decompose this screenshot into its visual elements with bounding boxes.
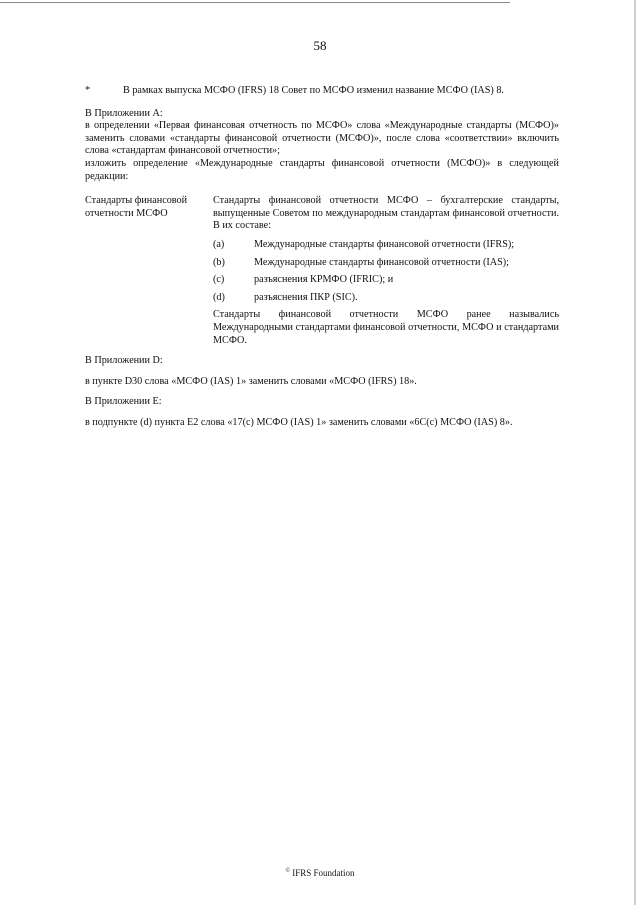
copyright-notice [0,868,640,878]
definition-item [213,239,559,252]
definition-item-text: разъяснения ПКР (SIC). [254,291,358,303]
footnote-text: В рамках выпуска МСФО (IFRS) 18 Совет по МСФО изменил название МСФО (IAS) 8. [123,85,504,96]
footnote [85,85,559,98]
appendix-a-heading: В Приложении А: [85,107,163,119]
appendix-e-heading: В Приложении Е: [85,396,162,408]
appendix-d-text: в пункте D30 слова «МСФО (IAS) 1» заменить словами «МСФО (IFRS) 18». [85,375,417,387]
definition-item-text: Международные стандарты финансовой отчетности (IAS); [254,256,509,268]
definition-item-label: (d) [213,291,225,303]
appendix-e-text: в подпункте (d) пункта E2 слова «17(c) МСФО (IAS) 1» заменить словами «6С(с) МСФО (IAS) 8». [85,416,513,428]
appendix-d-heading: В Приложении D: [85,355,163,367]
definition-item-text: разъяснения КРМФО (IFRIC); и [254,274,394,286]
copyright-symbol: © [285,868,291,874]
definition-list [213,239,559,304]
appendix-a-paragraph-2: изложить определение «Международные стандарты финансовой отчетности (МСФО)» в следующей редакции: [85,157,559,182]
definition-block [85,195,559,347]
definition-item-text: Международные стандарты финансовой отчетности (IFRS); [254,238,515,250]
definition-item [213,292,559,305]
definition-item [213,257,559,270]
scan-edge [634,0,636,905]
definition-item-label: (c) [213,274,225,286]
definition-intro: Стандарты финансовой отчетности МСФО – бухгалтерские стандарты, выпущенные Советом по международным стандартам финансовой отчетности. В их составе: [213,195,559,232]
top-rule [0,2,510,3]
page-content [85,85,559,429]
definition-item-label: (b) [213,256,225,268]
definition-body [213,195,559,347]
definition-item [213,274,559,287]
definition-term: Стандарты финансовой отчетности МСФО [85,195,188,219]
page-number: 58 [313,38,327,53]
copyright-text: IFRS Foundation [292,868,355,878]
definition-closing: Стандарты финансовой отчетности МСФО ранее назывались Международными стандартами финансовой отчетности, МСФО и стандартами МСФО. [213,309,559,346]
definition-item-label: (a) [213,238,225,250]
footnote-mark: * [85,85,91,96]
appendix-a-paragraph-1: в определении «Первая финансовая отчетность по МСФО» слова «Международные стандарты (МСФО)» заменить словами «стандарты финансовой отчетности (МСФО)», после слова «соответствии» включить слова «стандартам финансовой отчетности»; [85,120,559,157]
